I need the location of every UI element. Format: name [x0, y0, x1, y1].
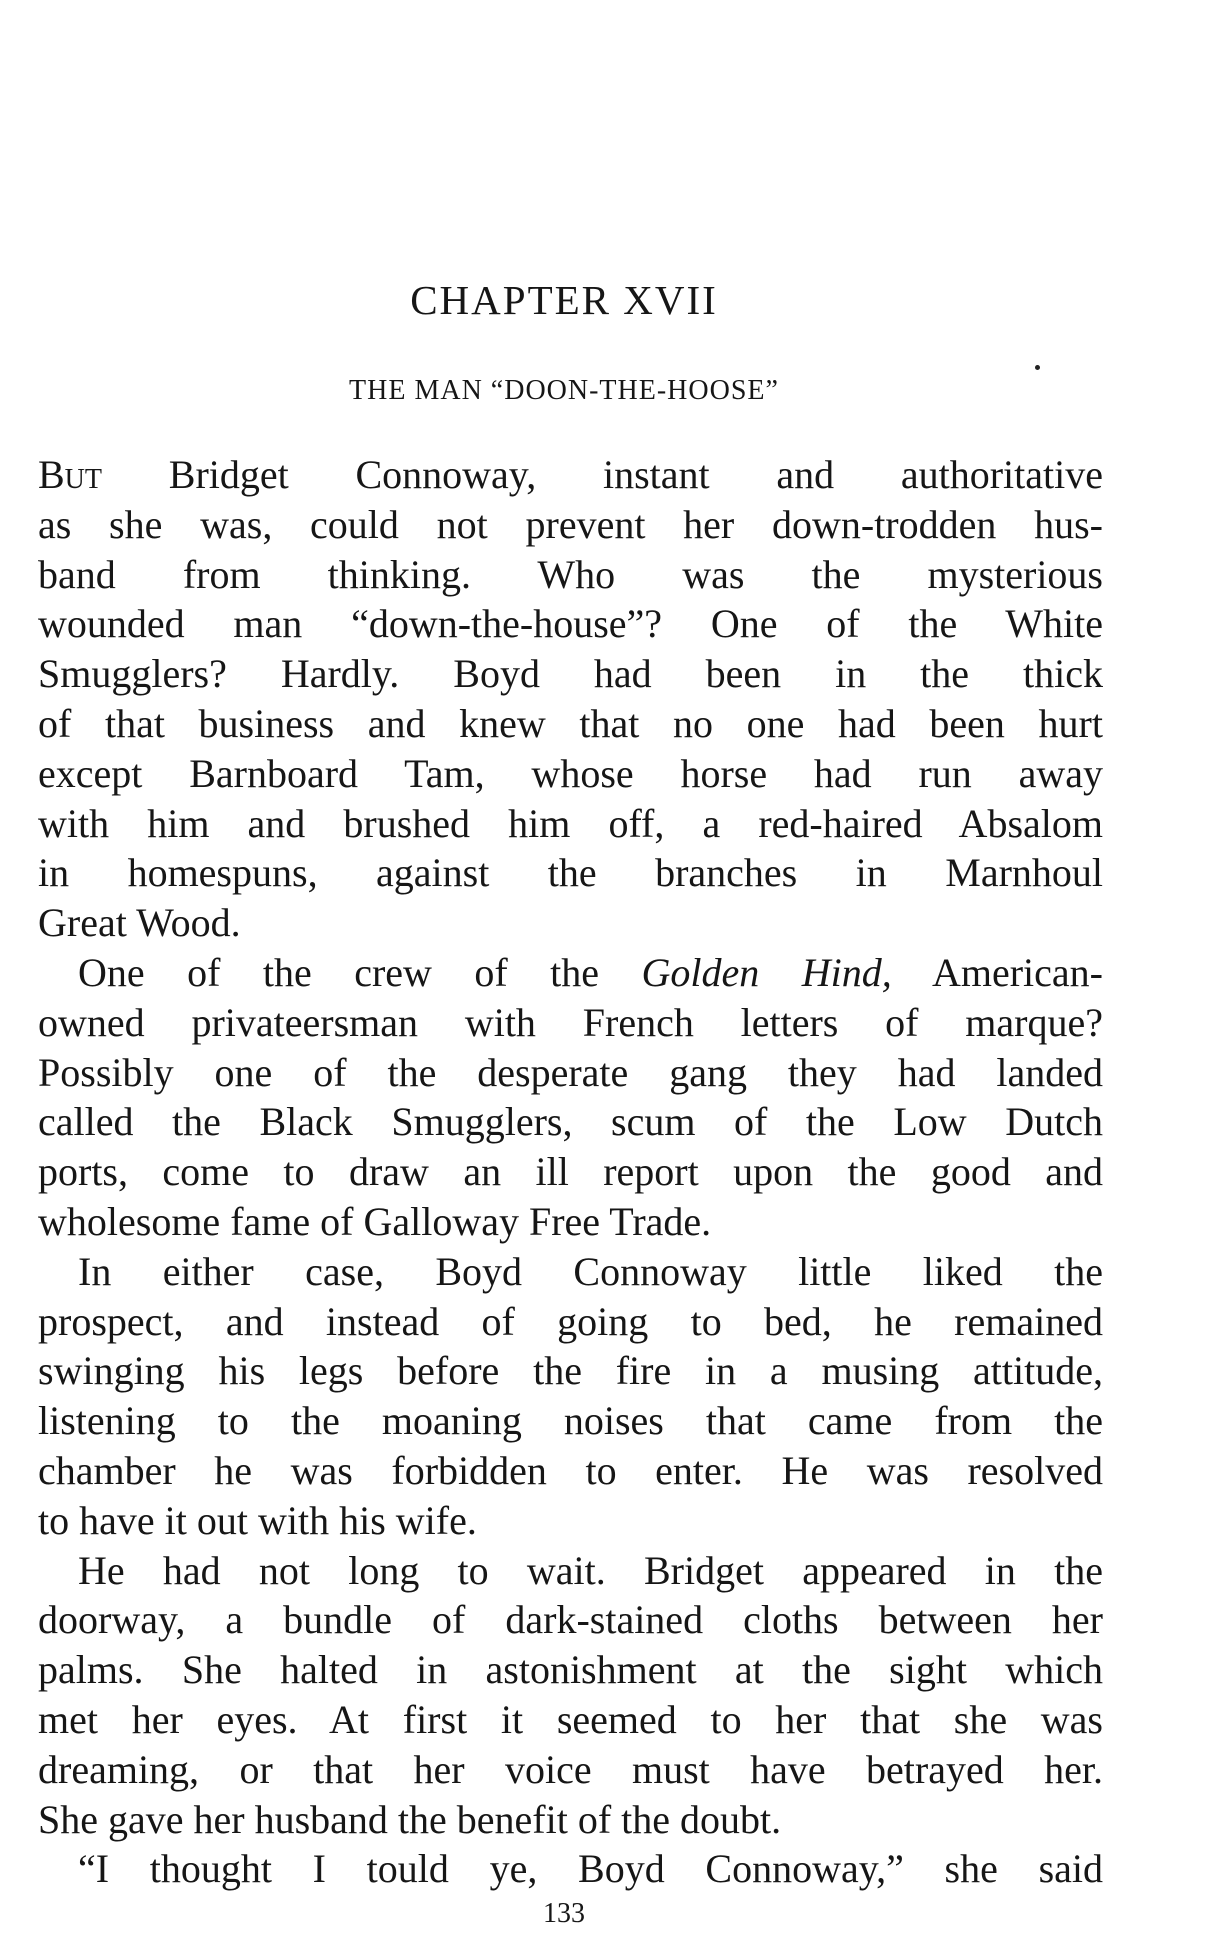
text-line [38, 1197, 1103, 1247]
text-line [38, 1048, 1103, 1098]
ink-speck [1035, 365, 1040, 370]
text-segment: dreaming, or that her voice must have betrayed her. [38, 1746, 1103, 1792]
text-segment: One of the crew of the [78, 949, 642, 995]
text-segment: chamber he was forbidden to enter. He was resolved [38, 1447, 1103, 1493]
text-line [38, 599, 1103, 649]
text-segment: band from thinking. Who was the mysterious [38, 551, 1103, 597]
text-segment: except Barnboard Tam, whose horse had run away [38, 750, 1103, 796]
text-line [38, 699, 1103, 749]
text-segment: prospect, and instead of going to bed, he remained [38, 1298, 1103, 1344]
text-line [38, 898, 1103, 948]
text-segment: to have it out with his wife. [38, 1497, 477, 1543]
chapter-title: CHAPTER XVII [410, 277, 718, 323]
text-line [38, 450, 1103, 500]
text-segment: as she was, could not prevent her down-trodden hus- [38, 501, 1103, 547]
text-line [38, 1645, 1103, 1695]
text-segment: She gave her husband the benefit of the doubt. [38, 1796, 782, 1842]
text-line [38, 848, 1103, 898]
text-line [38, 1346, 1103, 1396]
text-line [38, 1795, 1103, 1845]
text-line [38, 1844, 1103, 1894]
text-segment: Golden Hind, [641, 949, 892, 995]
text-line [38, 1546, 1103, 1596]
text-line [38, 500, 1103, 550]
text-segment: In either case, Boyd Connoway little liked the [78, 1248, 1103, 1294]
text-segment: But [38, 452, 103, 497]
page-number: 133 [543, 1898, 585, 1929]
chapter-subtitle: THE MAN “DOON-THE-HOOSE” [349, 375, 779, 406]
text-segment: with him and brushed him off, a red-haired Absalom [38, 800, 1103, 846]
text-segment: American- [891, 949, 1103, 995]
text-segment: called the Black Smugglers, scum of the Low Dutch [38, 1099, 1103, 1145]
text-line [38, 1595, 1103, 1645]
text-segment: “I thought I tould ye, Boyd Connoway,” she said [78, 1846, 1103, 1892]
text-segment: Possibly one of the desperate gang they had landed [38, 1049, 1103, 1095]
text-segment: Smugglers? Hardly. Boyd had been in the thick [38, 651, 1103, 697]
text-segment: in homespuns, against the branches in Marnhoul [38, 850, 1103, 896]
text-line [38, 749, 1103, 799]
text-line [38, 649, 1103, 699]
text-line [38, 1297, 1103, 1347]
text-segment: owned privateersman with French letters of marque? [38, 999, 1103, 1045]
text-line [38, 1396, 1103, 1446]
text-segment: wounded man “down-the-house”? One of the White [38, 601, 1103, 647]
text-line [38, 1496, 1103, 1546]
text-segment: swinging his legs before the fire in a musing attitude, [38, 1348, 1103, 1394]
text-line [38, 1097, 1103, 1147]
text-line [38, 1247, 1103, 1297]
text-line [38, 1695, 1103, 1745]
text-line [38, 550, 1103, 600]
text-line [38, 1745, 1103, 1795]
text-segment: listening to the moaning noises that came from the [38, 1398, 1103, 1444]
text-line [38, 948, 1103, 998]
text-line [38, 1446, 1103, 1496]
text-line [38, 998, 1103, 1048]
text-line [38, 1147, 1103, 1197]
text-segment: palms. She halted in astonishment at the sight which [38, 1647, 1103, 1693]
text-segment: of that business and knew that no one had been hurt [38, 700, 1103, 746]
text-segment: Great Wood. [38, 900, 241, 946]
body-text [38, 450, 1103, 1894]
text-segment: He had not long to wait. Bridget appeared in the [78, 1547, 1103, 1593]
text-segment: wholesome fame of Galloway Free Trade. [38, 1198, 712, 1244]
text-segment: Bridget Connoway, instant and authoritative [102, 452, 1103, 497]
text-segment: met her eyes. At first it seemed to her that she was [38, 1696, 1103, 1742]
text-segment: doorway, a bundle of dark-stained cloths between her [38, 1597, 1103, 1643]
text-line [38, 799, 1103, 849]
text-segment: ports, come to draw an ill report upon the good and [38, 1149, 1103, 1195]
